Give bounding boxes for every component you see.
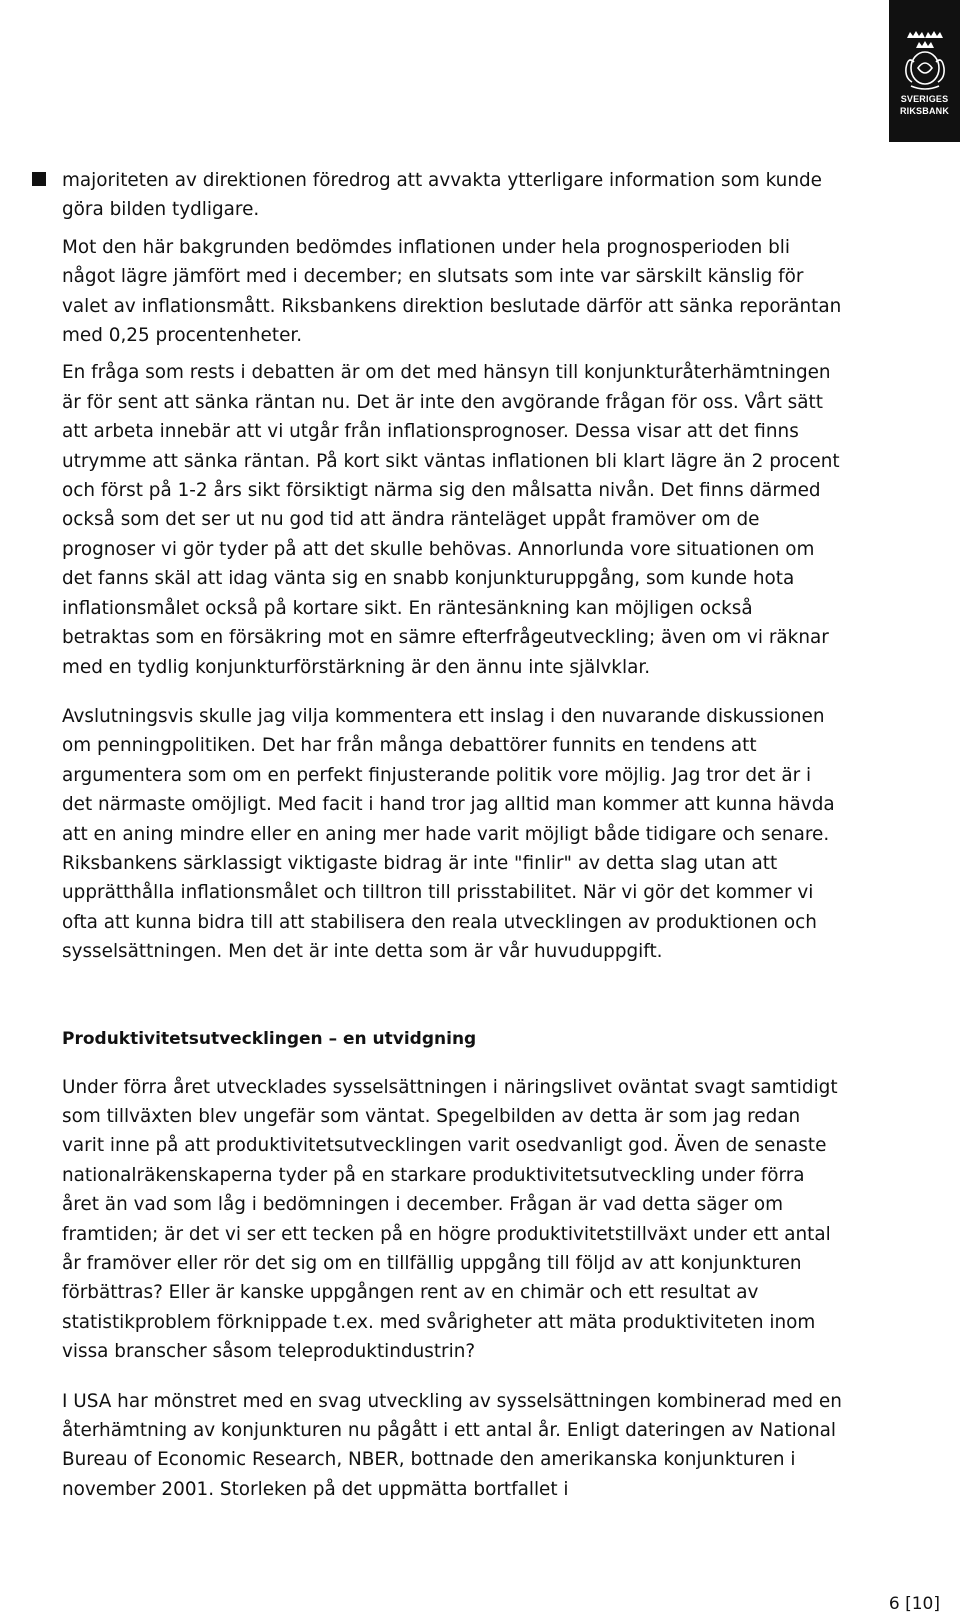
paragraph-2: Mot den här bakgrunden bedömdes inflationen under hela prognosperioden bli något lägre jämfört med i december; en slutsats som inte var särskilt känslig för valet av inflationsmått. Riksbankens direktion beslutade därför att sänka reporäntan med 0,25 procentenheter.: [62, 236, 842, 347]
paragraph-3: En fråga som rests i debatten är om det med hänsyn till konjunkturåterhämtningen är för sent att sänka räntan nu. Det är inte den avgörande frågan för oss. Vårt sätt att arbeta innebär att vi utgår från inflationsprognoser. Dessa visar att det finns utrymme att sänka räntan. På kort sikt väntas inflationen bli klart lägre än 2 procent och först på 1-2 års sikt försiktigt närma sig den målsatta nivån. Det finns därmed också som det ser ut nu god tid att ändra ränteläget uppåt framöver om de prognoser vi gör tyder på att det skulle behövas. Annorlunda vore situationen om det fanns skäl att idag vänta sig en snabb konjunkturuppgång, som kunde hota inflationsmålet också på kortare sikt. En räntesänkning kan möjligen också betraktas som en försäkring mot en sämre efterfrågeutveckling; även om vi räknar med en tydlig konjunkturförstärkning är den ännu inte självklar.: [62, 362, 840, 678]
logo-text-riksbank: RIKSBANK: [899, 106, 950, 116]
section-marker: [32, 172, 46, 186]
section-heading: Produktivitetsutvecklingen – en utvidgning: [62, 1028, 477, 1049]
section-paragraph-1: Under förra året utvecklades sysselsättningen i näringslivet oväntat svagt samtidigt som tillväxten blev ungefär som väntat. Spegelbilden av detta är som jag redan varit inne på att produktivitetsutvecklingen varit osedvanligt god. Även de senaste nationalräkenskaperna tyder på en starkare produktivitetsutveckling under förra året än vad som låg i bedömningen i december. Frågan är vad detta säger om framtiden; är det vi ser ett tecken på en högre produktivitetstillväxt under ett antal år framöver eller rör det sig om en tillfällig uppgång till följd av att konjunkturen förbättras? Eller är kanske uppgången rent av en chimär och ett resultat av statistikproblem förknippade t.ex. med svårigheter att mäta produktiviteten inom vissa branscher såsom teleproduktindustrin?: [62, 1076, 838, 1363]
paragraph-1: majoriteten av direktionen föredrog att avvakta ytterligare information som kunde göra bilden tydligare.: [62, 170, 822, 221]
logo-text-sveriges: SVERIGES: [900, 94, 949, 104]
crowned-shield-emblem-icon: [902, 28, 948, 92]
section-paragraph-2: I USA har mönstret med en svag utveckling av sysselsättningen kombinerad med en återhämtning av konjunkturen nu pågått i ett antal år. Enligt dateringen av National Bureau of Economic Research, NBER, bottnade den amerikanska konjunkturen i november 2001. Storleken på det uppmätta bortfallet i: [62, 1390, 842, 1500]
paragraph-4: Avslutningsvis skulle jag vilja kommentera ett inslag i den nuvarande diskussionen om penningpolitiken. Det har från många debattörer funnits en tendens att argumentera som om en perfekt finjusterande politik vore möjlig. Jag tror det är i det närmaste omöjligt. Med facit i hand tror jag alltid man kommer att kunna hävda att en aning mindre eller en aning mer hade varit möjligt både tidigare och senare. Riksbankens särklassigt viktigaste bidrag är inte "finlir" av detta slag utan att upprätthålla inflationsmålet och tilltron till prisstabilitet. När vi gör det kommer vi ofta att kunna bidra till att stabilisera den reala utvecklingen av produktionen och sysselsättningen. Men det är inte detta som är vår huvuduppgift.: [62, 705, 835, 963]
document-body: [62, 166, 842, 1524]
page-number: 6 [10]: [888, 1594, 940, 1614]
riksbank-logo: [889, 0, 960, 142]
